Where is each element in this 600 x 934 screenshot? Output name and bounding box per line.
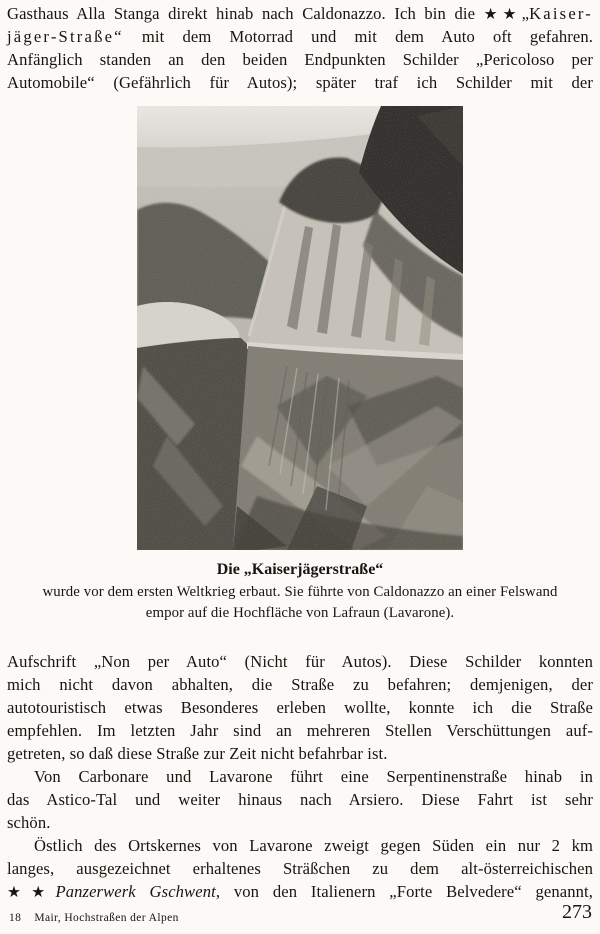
text-segment: jäger-Straße“: [7, 27, 124, 46]
body-paragraphs: [7, 650, 593, 903]
text-line: [7, 742, 593, 765]
text-segment: Gasthaus Alla Stanga direkt hinab nach Caldonazzo. Ich bin die: [7, 4, 484, 23]
text-segment: Östlich des Ortskernes von Lavarone zweigt gegen Süden ein nur 2 km: [34, 836, 593, 855]
text-segment: schön.: [7, 813, 51, 832]
text-line: [6, 603, 594, 624]
kaiserjaegerstrasse-photo: [137, 106, 463, 550]
text-line: [7, 719, 593, 742]
text-line: [6, 582, 594, 603]
text-segment: Panzerwerk Gschwent: [55, 882, 216, 901]
text-segment: mit dem Motorrad und mit dem Auto oft gefahren.: [123, 27, 593, 46]
text-line: [7, 834, 593, 857]
text-line: [7, 811, 593, 834]
photo-caption-title: Die „Kaiserjägerstraße“: [216, 561, 384, 578]
text-line: [7, 2, 593, 25]
text-line: [7, 673, 593, 696]
text-line: [7, 788, 593, 811]
text-line: [7, 25, 593, 48]
text-segment: mich nicht davon abhalten, die Straße zu befahren; demjenigen, der: [7, 675, 593, 694]
text-segment: autotouristisch etwas Besonderes erleben wollte, konnte ich die Straße: [7, 698, 593, 717]
mountain-road-photo-image: [137, 106, 463, 550]
text-line: [7, 696, 593, 719]
text-segment: langes, ausgezeichnet erhaltenes Sträßchen zu dem alt-österreichischen: [7, 859, 593, 878]
text-segment: Automobile“ (Gefährlich für Autos); später traf ich Schilder mit der: [7, 73, 593, 92]
page-number: 273: [562, 901, 592, 923]
text-segment: wurde vor dem ersten Weltkrieg erbaut. Sie führte von Caldonazzo an einer Felswand: [42, 584, 558, 600]
text-segment: Anfänglich standen an den beiden Endpunkten Schilder „Pericoloso per: [7, 50, 593, 69]
text-line: [7, 880, 593, 903]
text-segment: Kaiser-: [529, 4, 594, 23]
text-line: [7, 48, 593, 71]
text-segment: ★★: [7, 884, 56, 901]
footer-signature-line: [9, 912, 179, 924]
text-segment: ★★: [483, 6, 522, 23]
intro-paragraph: [7, 2, 593, 94]
text-line: [7, 857, 593, 880]
text-line: [7, 71, 593, 94]
text-segment: Von Carbonare und Lavarone führt eine Serpentinenstraße hinab in: [34, 767, 593, 786]
running-title: Mair, Hochstraßen der Alpen: [34, 912, 179, 924]
text-segment: empfehlen. Im letzten Jahr sind an mehreren Stellen Verschüttungen auf-: [7, 721, 593, 740]
text-line: [7, 650, 593, 673]
text-segment: Aufschrift „Non per Auto“ (Nicht für Autos). Diese Schilder konnten: [7, 652, 593, 671]
text-line: [7, 765, 593, 788]
photo-caption-text: [6, 582, 594, 624]
text-segment: „: [521, 4, 530, 23]
text-segment: empor auf die Hochfläche von Lafraun (Lavarone).: [145, 605, 455, 621]
text-segment: das Astico-Tal und weiter hinaus nach Arsiero. Diese Fahrt ist sehr: [7, 790, 593, 809]
sheet-number: 18: [9, 912, 22, 924]
text-segment: getreten, so daß diese Straße zur Zeit nicht befahrbar ist.: [7, 744, 388, 763]
text-segment: , von den Italienern „Forte Belvedere“ genannt,: [215, 882, 593, 901]
